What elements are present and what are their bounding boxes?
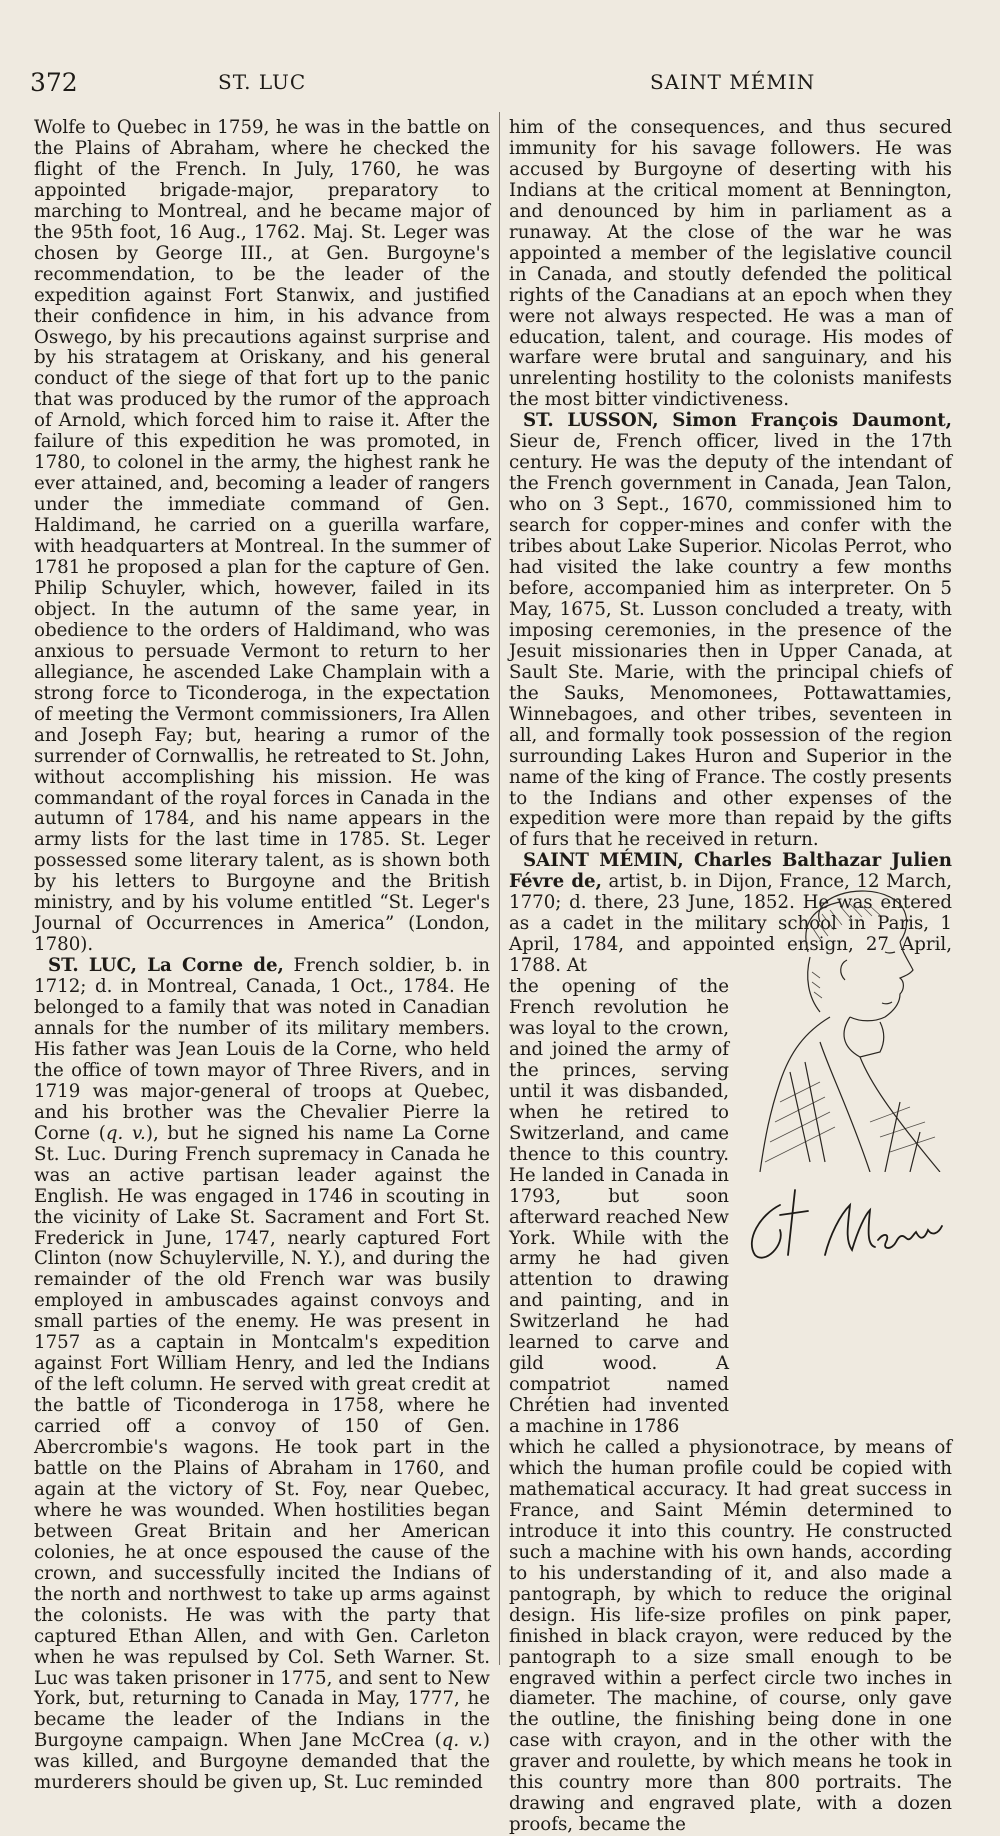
saint-memin-intro-text: artist, b. in Dijon, France, 12 March, 1770; d. there, 23 June, 1852. He was entered as a cadet in the military school in Paris, 1 April, 1784, and appointed ensign, 27 April, 1788. At xyxy=(509,871,952,977)
st-luc-text-part-1: French soldier, b. in 1712; d. in Montreal, Canada, 1 Oct., 1784. He belonged to a family that was noted in Canadian annals for the number of its military members. His father was Jean Louis de la Corne, who held the office of town mayor of Three Rivers, and in 1719 was major-general of troops at Quebec, and his brother was the Chevalier Pierre la Corne ( xyxy=(34,955,490,1144)
saint-memin-continued-text: which he called a physionotrace, by means of which the human profile could be copied with mathematical accuracy. It had great success in France, and Saint Mémin determined to introduce it into this country. He constructed such a machine with his own hands, according to his understanding of it, and also made a pantograph, by which to reduce the original design. His life-size profiles on pink paper, finished in black crayon, were reduced by the pantograph to a size small enough to be engraved within a perfect circle two inches in diameter. The machine, of course, only gave the outline, the finishing being done in one case with crayon, and in the other with the graver and roulette, by which means he took in this country more than 800 portraits. The drawing and engraved plate, with a dozen proofs, became the xyxy=(509,1437,952,1836)
column-divider xyxy=(499,112,500,1665)
st-luc-cross-reference-1: q. v. xyxy=(105,1122,146,1144)
st-luc-entry xyxy=(34,956,490,1794)
st-luc-continued-paragraph: him of the consequences, and thus secured immunity for his savage followers. He was accused by Burgoyne of deserting with his Indians at the critical moment at Bennington, and denounced by him in parliament as a runaway. At the close of the war he was appointed a member of the legislative council in Canada, and stoutly defended the political rights of the Canadians at an epoch when they were not always respected. He was a man of education, talent, and courage. His modes of warfare were brutal and sanguinary, and his unrelenting hostility to the colonists manifests the most bitter vindictiveness. xyxy=(509,117,952,411)
saint-memin-wrapped-text: the opening of the French revolution he was loyal to the crown, and joined the army of the princes, serving until it was disbanded, when he retired to Switzerland, and came thence to this country. He landed in Canada in 1793, but soon afterward reached New York. While with the army he had given attention to drawing and painting, and in Switzerland he had learned to carve and gild wood. A compatriot named Chrétien had invented a machine in 1786 xyxy=(509,976,729,1438)
st-lusson-entry xyxy=(509,411,952,851)
header-right-title: SAINT MÉMIN xyxy=(650,70,816,94)
left-column xyxy=(34,118,490,1794)
st-luc-text-part-2: ), but he signed his name La Corne St. Luc. During French supremacy in Canada he was an active partisan leader against the English. He was engaged in 1746 in scouting in the vicinity of Lake St. Sacrament and Fort St. Frederick in June, 1747, nearly captured Fort Clinton (now Schuylerville, N. Y.), and during the remainder of the old French war was busily employed in ambuscades against convoys and small parties of the enemy. He was present in 1757 as a captain in Montcalm's expedition against Fort William Henry, and led the Indians of the left column. He served with great credit at the battle of Ticonderoga in 1758, where he carried off a convoy of 150 of Gen. Abercrombie's wagons. He took part in the battle on the Plains of Abraham in 1760, and again at the victory of St. Foy, near Quebec, where he was wounded. When hostilities began between Great Britain and her American colonies, he at once espoused the cause of the crown, and successfully incited the Indians of the north and northwest to take up arms against the colonists. He was with the party that captured Ethan Allen, and with Gen. Carleton when he was repulsed by Col. Seth Warner. St. Luc was taken prisoner in 1775, and sent to New York, but, returning to Canada in May, 1777, he became the leader of the Indians in the Burgoyne campaign. When Jane McCrea ( xyxy=(34,1122,490,1752)
st-lusson-heading: ST. LUSSON, Simon François Daumont, xyxy=(523,410,952,432)
running-header xyxy=(0,68,1000,100)
saint-memin-heading: SAINT MÉMIN, Charles Balthazar Julien Févre de, xyxy=(509,850,952,893)
page-number: 372 xyxy=(30,68,78,97)
saint-memin-portrait-engraving xyxy=(750,882,950,1172)
st-luc-cross-reference-2: q. v. xyxy=(441,1730,483,1752)
st-luc-text-part-3: ) was killed, and Burgoyne demanded that the murderers should be given up, St. Luc reminded xyxy=(34,1730,491,1794)
st-lusson-text: Sieur de, French officer, lived in the 17th century. He was the deputy of the intendant of the French government in Canada, Jean Talon, who on 3 Sept., 1670, commissioned him to search for copper-mines and confer with the tribes about Lake Superior. Nicolas Perrot, who had visited the lake country a few months before, accompanied him as interpreter. On 5 May, 1675, St. Lusson concluded a treaty, with imposing ceremonies, in the presence of the Jesuit missionaries then in Upper Canada, at Sault Ste. Marie, with the principal chiefs of the Sauks, Menomonees, Pottawattamies, Winnebagoes, and other tribes, seventeen in all, and formally took possession of the region surrounding Lakes Huron and Superior in the name of the king of France. The costly presents to the Indians and other expenses of the expedition were more than repaid by the gifts of furs that he received in return. xyxy=(509,431,952,851)
st-leger-continued-paragraph: Wolfe to Quebec in 1759, he was in the battle on the Plains of Abraham, where he checked the flight of the French. In July, 1760, he was appointed brigade-major, preparatory to marching to Montreal, and he became major of the 95th foot, 16 Aug., 1762. Maj. St. Leger was chosen by George III., at Gen. Burgoyne's recommendation, to be the leader of the expedition against Fort Stanwix, and justified their confidence in him, in his advance from Oswego, by his precautions against surprise and by his stratagem at Oriskany, and his general conduct of the siege of that fort up to the panic that was produced by the rumor of the approach of Arnold, which forced him to raise it. After the failure of this expedition he was promoted, in 1780, to colonel in the army, the highest rank he ever attained, and, becoming a leader of rangers under the immediate command of Gen. Haldimand, he carried on a guerilla warfare, with headquarters at Montreal. In the summer of 1781 he proposed a plan for the capture of Gen. Philip Schuyler, which, however, failed in its object. In the autumn of the same year, in obedience to the orders of Haldimand, who was anxious to persuade Vermont to return to her allegiance, he ascended Lake Champlain with a strong force to Ticonderoga, in the expectation of meeting the Vermont commissioners, Ira Allen and Joseph Fay; but, hearing a rumor of the surrender of Cornwallis, he retreated to St. John, without accomplishing his mission. He was commandant of the royal forces in Canada in the autumn of 1784, and his name appears in the army lists for the last time in 1785. St. Leger possessed some literary talent, as is shown both by his letters to Burgoyne and the British ministry, and by his volume entitled “St. Leger's Journal of Occurrences in America” (London, 1780). xyxy=(34,117,490,956)
st-luc-heading: ST. LUC, La Corne de, xyxy=(48,955,284,977)
header-left-title: ST. LUC xyxy=(218,70,307,94)
saint-memin-signature xyxy=(740,1185,955,1270)
